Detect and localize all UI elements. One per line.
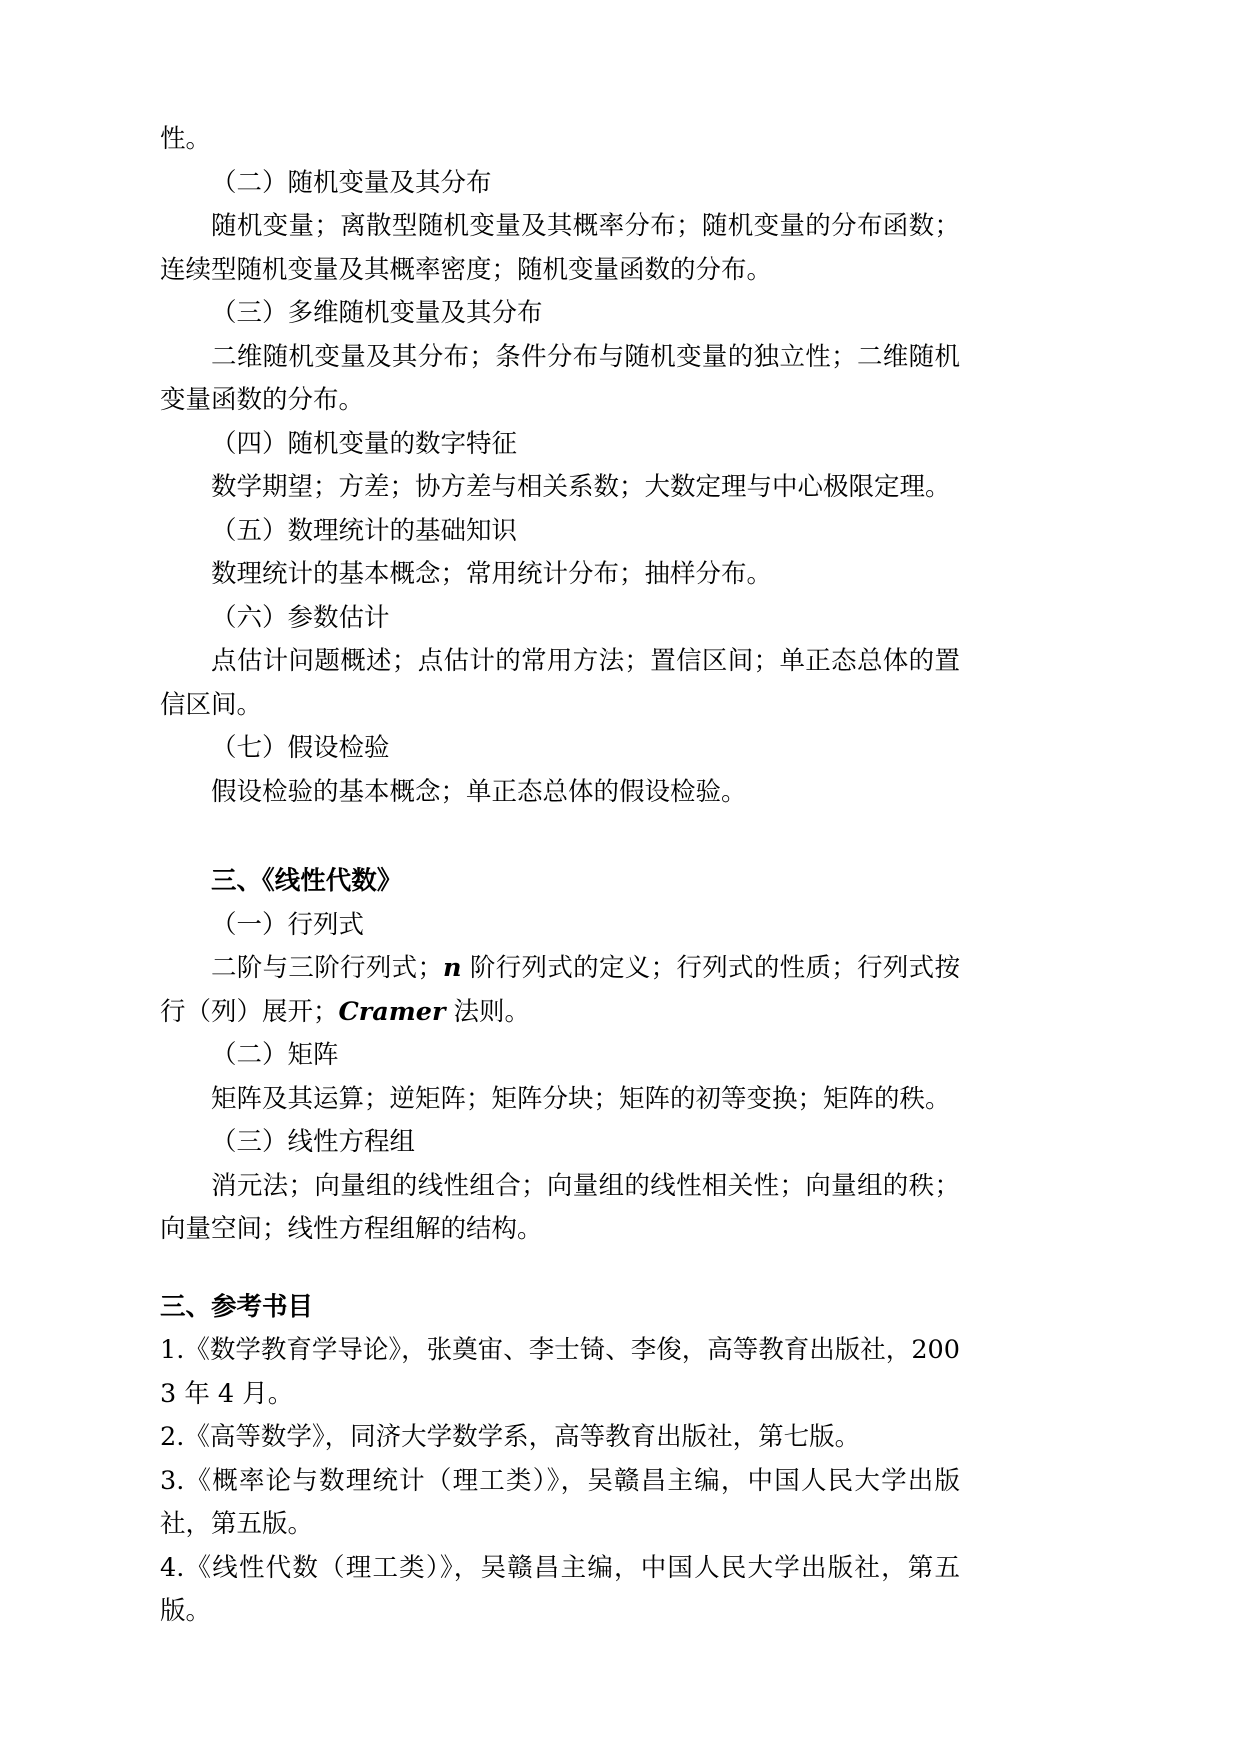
section-heading-prob-3: （三）多维随机变量及其分布 [211,298,543,328]
bibliography-entry-1: 1.《数学教育学导论》，张奠宙、李士锜、李俊，高等教育出版社，2003 年 4 月。 [160,1335,960,1409]
section-heading-la-1: （一）行列式 [211,909,365,940]
bibliography-entry-3: 3.《概率论与数理统计（理工类）》，吴赣昌主编，中国人民大学出版社，第五版。 [160,1465,960,1539]
section-heading-prob-6: （六）参数估计 [211,602,390,633]
section-heading-la-3: （三）线性方程组 [211,1127,416,1157]
bibliography-entry-2: 2.《高等数学》，同济大学数学系，高等教育出版社，第七版。 [160,1422,861,1452]
la-1-text-c: 法则。 [445,996,531,1027]
section-body-la-2: 矩阵及其运算；逆矩阵；矩阵分块；矩阵的初等变换；矩阵的秩。 [211,1083,951,1114]
linear-algebra-heading: 三、《线性代数》 [211,866,403,896]
la-1-symbol-n: n [442,953,462,983]
bibliography-heading: 三、参考书目 [160,1291,314,1322]
la-1-term-cramer: Cramer [338,996,446,1027]
section-heading-la-2: （二）矩阵 [211,1040,339,1070]
section-heading-prob-2: （二）随机变量及其分布 [211,167,492,198]
section-body-la-3: 消元法；向量组的线性组合；向量组的线性相关性；向量组的秩；向量空间；线性方程组解的结构。 [160,1170,960,1244]
section-body-prob-7: 假设检验的基本概念；单正态总体的假设检验。 [211,776,747,807]
section-body-prob-4: 数学期望；方差；协方差与相关系数；大数定理与中心极限定理。 [211,472,951,502]
section-body-prob-2: 随机变量；离散型随机变量及其概率分布；随机变量的分布函数；连续型随机变量及其概率密度；随机变量函数的分布。 [160,211,960,285]
section-body-prob-6: 点估计问题概述；点估计的常用方法；置信区间；单正态总体的置信区间。 [160,646,960,720]
la-1-text-a: 二阶与三阶行列式； [211,953,443,983]
section-heading-prob-5: （五）数理统计的基础知识 [211,515,518,546]
section-gap [160,814,960,860]
section-body-la-1 [160,947,960,1034]
section-body-prob-3: 二维随机变量及其分布；条件分布与随机变量的独立性；二维随机变量函数的分布。 [160,341,960,415]
document-body [160,118,960,1634]
section-heading-prob-4: （四）随机变量的数字特征 [211,428,518,459]
section-body-prob-5: 数理统计的基本概念；常用统计分布；抽样分布。 [211,559,773,589]
continuation-line: 性。 [160,124,212,154]
la-1-text-b: 阶行列式的定义；行列式的性质；行列式按行（列）展开； [160,953,960,1027]
section-heading-prob-7: （七）假设检验 [211,733,390,763]
bibliography-gap [160,1252,960,1286]
bibliography-entry-4: 4.《线性代数（理工类）》，吴赣昌主编，中国人民大学出版社，第五版。 [160,1552,960,1626]
